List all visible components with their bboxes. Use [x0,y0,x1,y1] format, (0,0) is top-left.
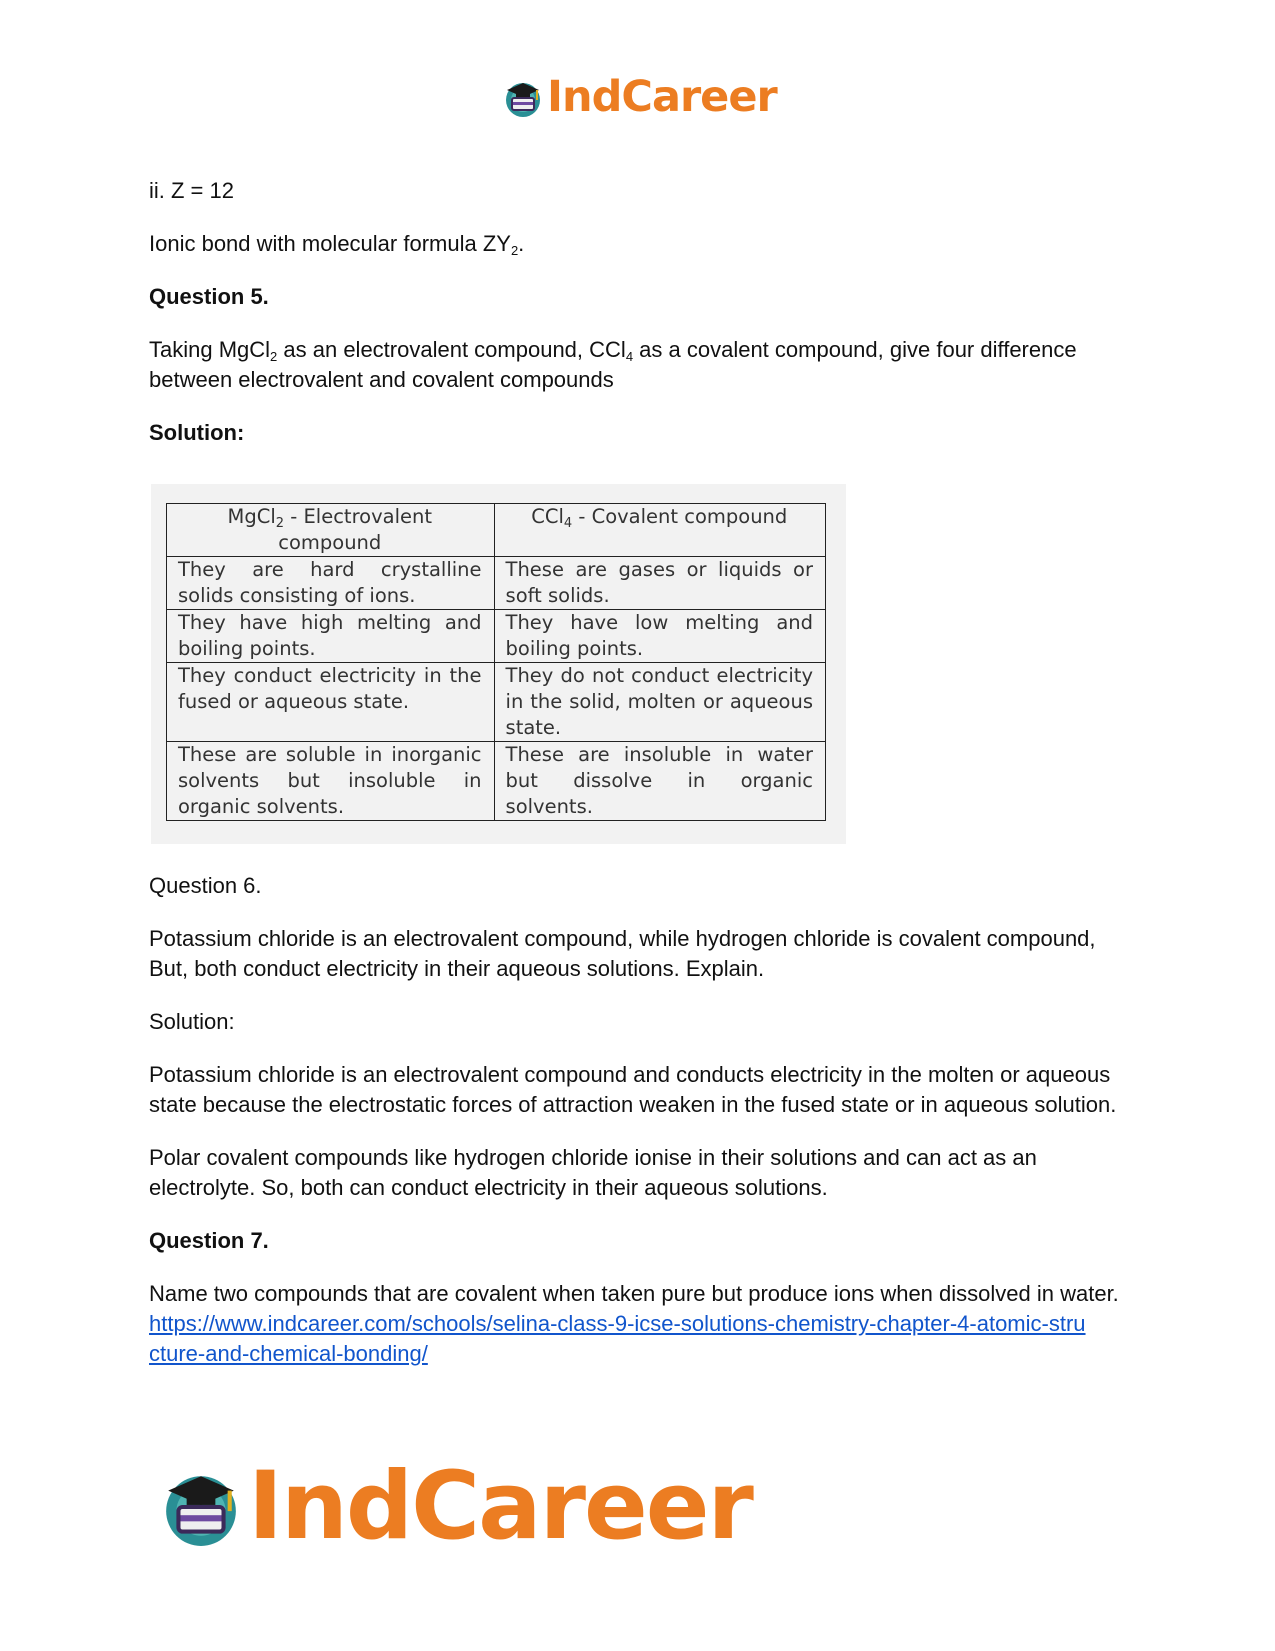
logo-wordmark: IndCareer [547,72,777,122]
table-cell: They have high melting and boiling points. [167,610,495,663]
source-link[interactable] [149,1309,1129,1369]
logo-wordmark: IndCareer [248,1452,752,1561]
source-link-line-1[interactable]: https://www.indcareer.com/schools/selina-class-9-icse-solutions-chemistry-chapter-4-atomic-stru [149,1311,1086,1336]
table-cell: These are soluble in inorganic solvents but insoluble in organic solvents. [167,742,495,821]
document-body-continued [149,871,1129,1369]
table-row [167,557,826,610]
comparison-table [166,503,826,821]
table-header-row [167,504,826,557]
header-electrovalent: MgCl$_2$ - Electrovalent compound [167,504,495,557]
question-5-text: Taking MgCl$_2$ as an electrovalent compound, CCl$_4$ as a covalent compound, give four difference between electrovalent and covalent compounds [149,337,1077,392]
comparison-table-image [151,484,846,844]
table-cell: They have low melting and boiling points. [494,610,825,663]
question-6-heading: Question 6. [149,873,262,898]
table-row [167,663,826,742]
table-cell: These are gases or liquids or soft solids. [494,557,825,610]
table-cell: They do not conduct electricity in the solid, molten or aqueous state. [494,663,825,742]
table-cell: They are hard crystalline solids consisting of ions. [167,557,495,610]
question-5-heading: Question 5. [149,284,269,309]
table-cell: They conduct electricity in the fused or aqueous state. [167,663,495,742]
header-covalent: CCl$_4$ - Covalent compound [494,504,825,557]
question-7-text: Name two compounds that are covalent when taken pure but produce ions when dissolved in water. [149,1281,1119,1306]
source-link-line-2[interactable]: cture-and-chemical-bonding/ [149,1341,428,1366]
table-row [167,742,826,821]
document-body [149,176,1129,448]
question-6-text: Potassium chloride is an electrovalent compound, while hydrogen chloride is covalent compound, But, both conduct electricity in their aqueous solutions. Explain. [149,926,1096,981]
table-cell: These are insoluble in water but dissolve in organic solvents. [494,742,825,821]
indcareer-logo-top [503,72,777,122]
z12-line: ii. Z = 12 [149,178,234,203]
question-6-answer-1: Potassium chloride is an electrovalent compound and conducts electricity in the molten or aqueous state because the electrostatic forces of attraction weaken in the fused state or in aqueous solution. [149,1062,1117,1117]
question-6-solution-label: Solution: [149,1009,235,1034]
question-7-heading: Question 7. [149,1228,269,1253]
indcareer-logo-bottom [160,1452,752,1561]
table-row [167,610,826,663]
ionic-bond-line: Ionic bond with molecular formula $ZY_2$. [149,231,525,258]
question-5-solution-label: Solution: [149,420,245,445]
question-6-answer-2: Polar covalent compounds like hydrogen chloride ionise in their solutions and can act as an electrolyte. So, both can conduct electricity in their aqueous solutions. [149,1145,1037,1200]
graduation-cap-globe-icon [503,78,543,118]
graduation-cap-globe-icon [160,1466,242,1548]
